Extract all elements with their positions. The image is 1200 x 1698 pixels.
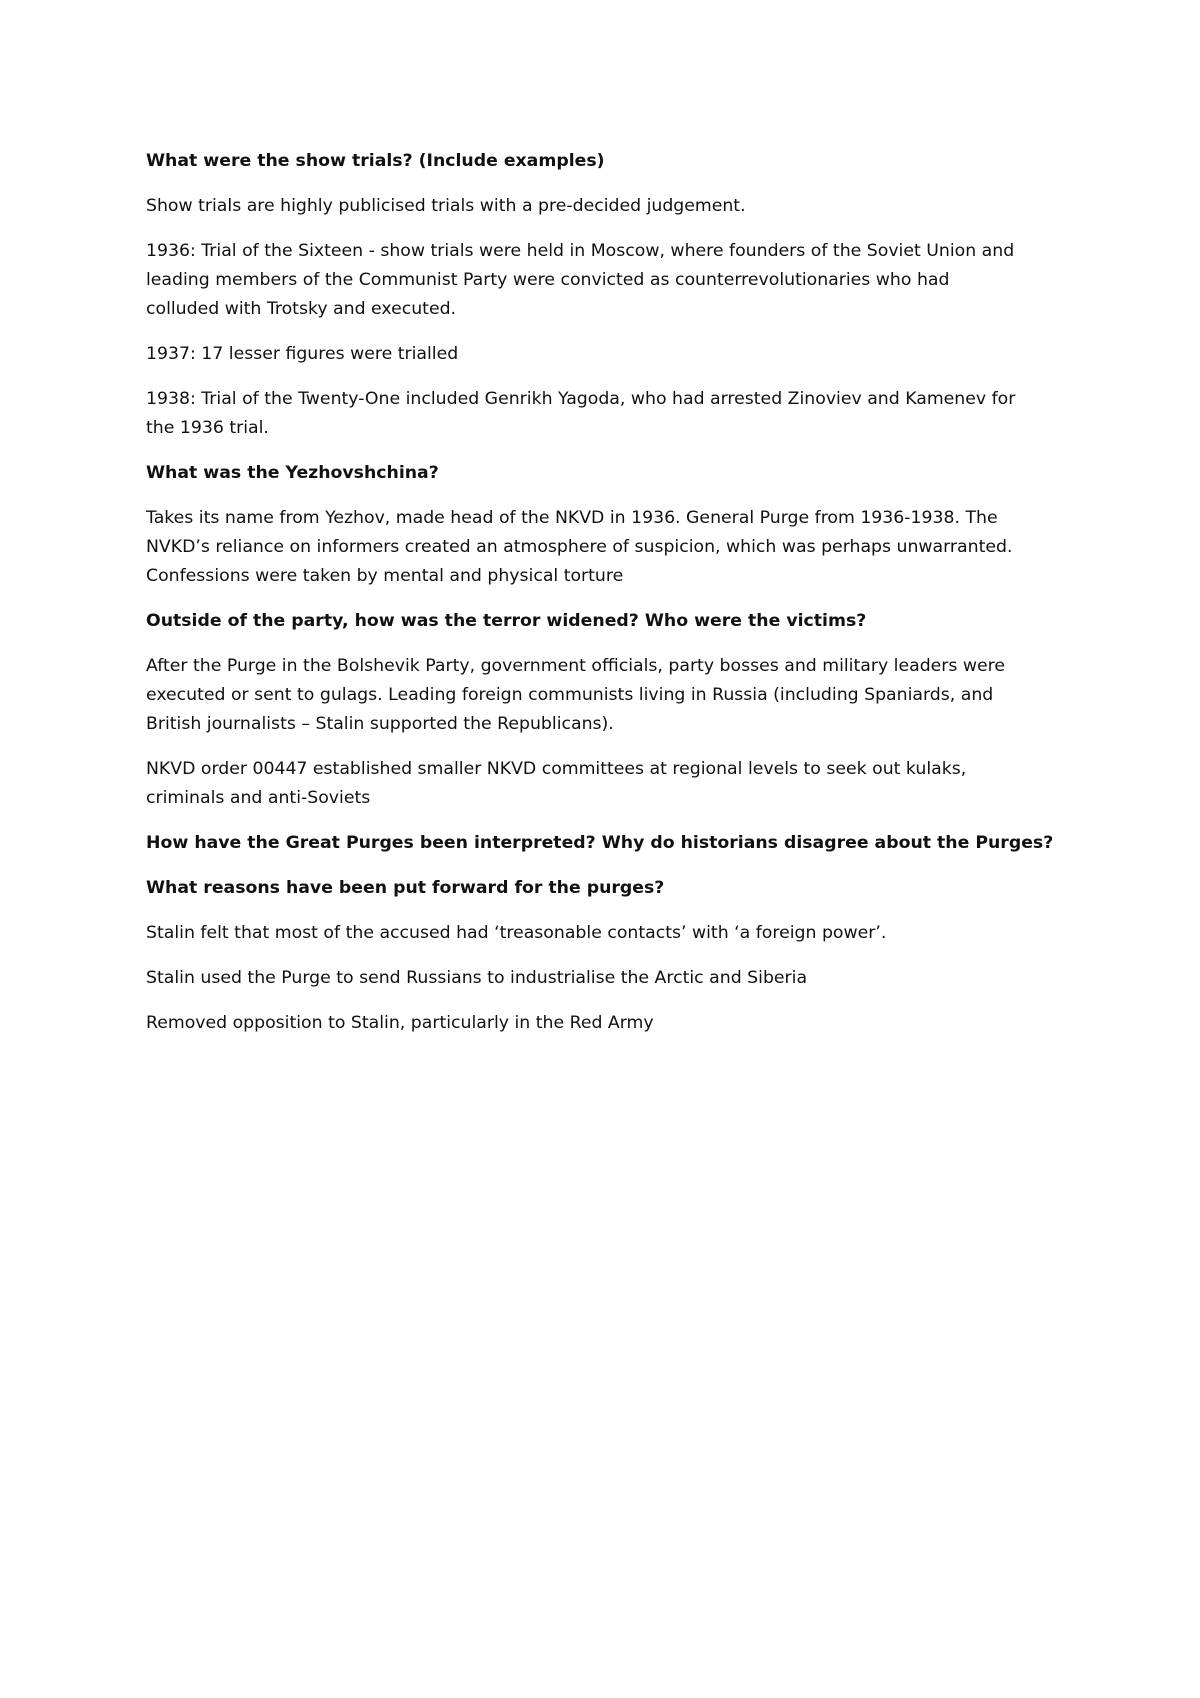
paragraph-1938-trial [146,385,1076,443]
paragraph-definition [146,192,1076,221]
paragraph-line: After the Purge in the Bolshevik Party, government officials, party bosses and military leaders were [146,656,1006,676]
heading-text: What were the show trials? (Include examples) [146,151,605,171]
paragraph-reason-industrialise [146,964,1076,993]
paragraph-text: Stalin felt that most of the accused had ‘treasonable contacts’ with ‘a foreign power’. [146,923,887,943]
paragraph-victims [146,652,1076,739]
paragraph-reason-treason [146,919,1076,948]
heading-text: Outside of the party, how was the terror widened? Who were the victims? [146,611,867,631]
paragraph-line: 1936: Trial of the Sixteen - show trials were held in Moscow, where founders of the Soviet Union and [146,241,1015,261]
paragraph-reason-opposition [146,1009,1076,1038]
heading-terror-widened [146,607,1076,636]
heading-text: What was the Yezhovshchina? [146,463,439,483]
paragraph-line: NVKD’s reliance on informers created an atmosphere of suspicion, which was perhaps unwarranted. [146,537,1013,557]
paragraph-line: British journalists – Stalin supported the Republicans). [146,714,614,734]
paragraph-line: the 1936 trial. [146,418,269,438]
paragraph-line: criminals and anti-Soviets [146,788,371,808]
paragraph-line: executed or sent to gulags. Leading foreign communists living in Russia (including Spaniards, and [146,685,994,705]
paragraph-line: NKVD order 00447 established smaller NKVD committees at regional levels to seek out kulaks, [146,759,967,779]
paragraph-line: leading members of the Communist Party were convicted as counterrevolutionaries who had [146,270,950,290]
paragraph-text: Show trials are highly publicised trials with a pre-decided judgement. [146,196,746,216]
paragraph-line: colluded with Trotsky and executed. [146,299,457,319]
paragraph-text: 1937: 17 lesser figures were trialled [146,344,459,364]
paragraph-1937-trial [146,340,1076,369]
heading-reasons [146,874,1076,903]
heading-text: How have the Great Purges been interpreted? Why do historians disagree about the Purges? [146,833,1054,853]
heading-text: What reasons have been put forward for the purges? [146,878,665,898]
paragraph-text: Stalin used the Purge to send Russians to industrialise the Arctic and Siberia [146,968,808,988]
paragraph-nkvd-order [146,755,1076,813]
paragraph-line: 1938: Trial of the Twenty-One included Genrikh Yagoda, who had arrested Zinoviev and Kamenev for [146,389,1016,409]
paragraph-line: Takes its name from Yezhov, made head of the NKVD in 1936. General Purge from 1936-1938. The [146,508,998,528]
heading-yezhovshchina [146,459,1076,488]
document-body [146,147,1076,1054]
paragraph-text: Removed opposition to Stalin, particularly in the Red Army [146,1013,654,1033]
paragraph-line: Confessions were taken by mental and physical torture [146,566,624,586]
heading-interpretation [146,829,1076,858]
heading-show-trials [146,147,1076,176]
paragraph-yezhov [146,504,1076,591]
paragraph-1936-trial [146,237,1076,324]
